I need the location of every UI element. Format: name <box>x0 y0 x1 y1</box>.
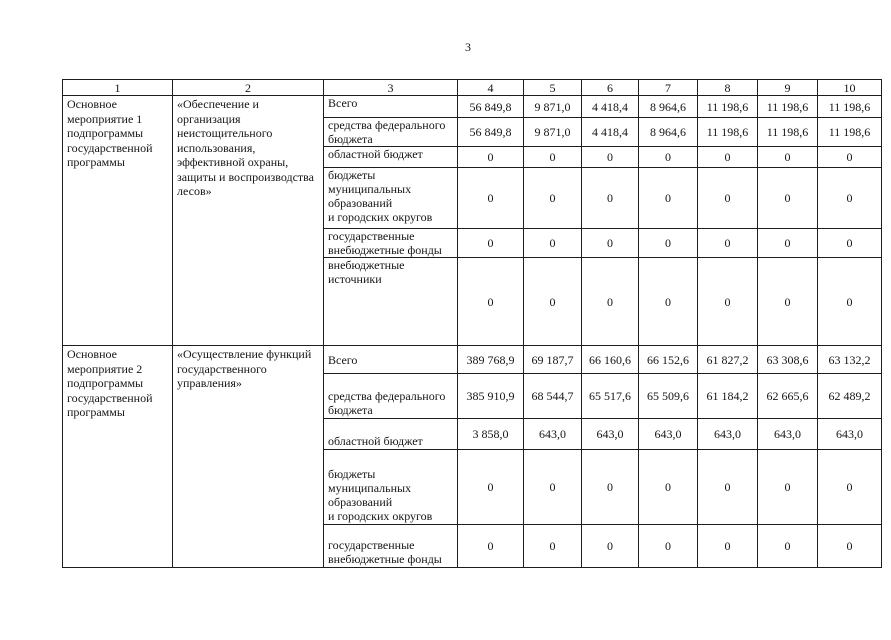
value-cell: 11 198,6 <box>758 118 818 147</box>
value-cell: 4 418,4 <box>582 96 639 118</box>
value-cell: 0 <box>639 525 698 568</box>
funding-source-cell: Всего <box>324 346 458 374</box>
value-cell: 0 <box>639 258 698 346</box>
funding-source-cell: областной бюджет <box>324 419 458 450</box>
value-cell: 11 198,6 <box>758 96 818 118</box>
header-row <box>63 80 882 96</box>
value-cell: 0 <box>818 525 882 568</box>
value-cell: 0 <box>639 147 698 168</box>
column-header: 10 <box>818 80 882 96</box>
value-cell: 11 198,6 <box>698 96 758 118</box>
value-cell: 11 198,6 <box>818 118 882 147</box>
funding-source-cell: внебюджетные источники <box>324 258 458 346</box>
value-cell: 62 489,2 <box>818 374 882 419</box>
column-header: 2 <box>173 80 324 96</box>
value-cell: 0 <box>698 229 758 258</box>
column-header: 9 <box>758 80 818 96</box>
value-cell: 69 187,7 <box>524 346 582 374</box>
column-header: 4 <box>458 80 524 96</box>
column-header: 3 <box>324 80 458 96</box>
value-cell: 65 517,6 <box>582 374 639 419</box>
value-cell: 4 418,4 <box>582 118 639 147</box>
value-cell: 389 768,9 <box>458 346 524 374</box>
value-cell: 56 849,8 <box>458 96 524 118</box>
value-cell: 0 <box>458 450 524 525</box>
funding-source-cell: бюджеты муниципальных образований и городских округов <box>324 450 458 525</box>
value-cell: 643,0 <box>698 419 758 450</box>
value-cell: 0 <box>582 525 639 568</box>
value-cell: 65 509,6 <box>639 374 698 419</box>
value-cell: 0 <box>582 258 639 346</box>
column-header: 7 <box>639 80 698 96</box>
value-cell: 0 <box>582 168 639 229</box>
value-cell: 0 <box>698 525 758 568</box>
column-header: 6 <box>582 80 639 96</box>
funding-source-cell: средства федерального бюджета <box>324 118 458 147</box>
value-cell: 385 910,9 <box>458 374 524 419</box>
value-cell: 643,0 <box>758 419 818 450</box>
value-cell: 0 <box>758 450 818 525</box>
column-header: 1 <box>63 80 173 96</box>
value-cell: 0 <box>818 450 882 525</box>
value-cell: 0 <box>818 258 882 346</box>
value-cell: 0 <box>818 147 882 168</box>
event-cell: Основное мероприятие 2 подпрограммы государственной программы <box>63 346 173 568</box>
funding-source-cell: Всего <box>324 96 458 118</box>
column-header: 8 <box>698 80 758 96</box>
event-title-cell: «Осуществление функций государственного управления» <box>173 346 324 568</box>
value-cell: 0 <box>698 450 758 525</box>
column-header: 5 <box>524 80 582 96</box>
value-cell: 0 <box>458 147 524 168</box>
funding-source-cell: государственные внебюджетные фонды <box>324 525 458 568</box>
value-cell: 9 871,0 <box>524 118 582 147</box>
funding-source-cell: областной бюджет <box>324 147 458 168</box>
value-cell: 66 160,6 <box>582 346 639 374</box>
value-cell: 61 827,2 <box>698 346 758 374</box>
funding-source-cell: средства федерального бюджета <box>324 374 458 419</box>
table-row <box>63 96 882 118</box>
value-cell: 0 <box>458 258 524 346</box>
value-cell: 11 198,6 <box>818 96 882 118</box>
value-cell: 0 <box>639 450 698 525</box>
value-cell: 0 <box>458 229 524 258</box>
value-cell: 0 <box>582 147 639 168</box>
value-cell: 11 198,6 <box>698 118 758 147</box>
value-cell: 0 <box>524 450 582 525</box>
value-cell: 0 <box>758 229 818 258</box>
funding-source-cell: государственные внебюджетные фонды <box>324 229 458 258</box>
value-cell: 643,0 <box>639 419 698 450</box>
value-cell: 0 <box>639 168 698 229</box>
value-cell: 0 <box>698 168 758 229</box>
value-cell: 0 <box>582 229 639 258</box>
value-cell: 643,0 <box>582 419 639 450</box>
value-cell: 0 <box>698 147 758 168</box>
value-cell: 66 152,6 <box>639 346 698 374</box>
value-cell: 56 849,8 <box>458 118 524 147</box>
table-row <box>63 346 882 374</box>
value-cell: 9 871,0 <box>524 96 582 118</box>
value-cell: 3 858,0 <box>458 419 524 450</box>
value-cell: 0 <box>639 229 698 258</box>
value-cell: 61 184,2 <box>698 374 758 419</box>
value-cell: 0 <box>524 147 582 168</box>
value-cell: 0 <box>524 258 582 346</box>
value-cell: 0 <box>758 525 818 568</box>
value-cell: 8 964,6 <box>639 96 698 118</box>
value-cell: 63 132,2 <box>818 346 882 374</box>
value-cell: 62 665,6 <box>758 374 818 419</box>
event-cell: Основное мероприятие 1 подпрограммы государственной программы <box>63 96 173 346</box>
value-cell: 0 <box>458 168 524 229</box>
table-header <box>63 80 882 96</box>
value-cell: 0 <box>758 258 818 346</box>
table-body <box>63 96 882 568</box>
value-cell: 0 <box>758 168 818 229</box>
value-cell: 0 <box>458 525 524 568</box>
budget-table <box>62 79 882 568</box>
value-cell: 63 308,6 <box>758 346 818 374</box>
value-cell: 0 <box>818 229 882 258</box>
value-cell: 0 <box>582 450 639 525</box>
value-cell: 0 <box>758 147 818 168</box>
value-cell: 0 <box>818 168 882 229</box>
value-cell: 0 <box>698 258 758 346</box>
value-cell: 643,0 <box>818 419 882 450</box>
value-cell: 643,0 <box>524 419 582 450</box>
value-cell: 0 <box>524 168 582 229</box>
value-cell: 0 <box>524 229 582 258</box>
value-cell: 0 <box>524 525 582 568</box>
funding-source-cell: бюджеты муниципальных образований и городских округов <box>324 168 458 229</box>
page-number: 3 <box>465 40 471 54</box>
event-title-cell: «Обеспечение и организация неистощительного использования, эффективной охраны, защиты и воспроизводства лесов» <box>173 96 324 346</box>
value-cell: 8 964,6 <box>639 118 698 147</box>
value-cell: 68 544,7 <box>524 374 582 419</box>
